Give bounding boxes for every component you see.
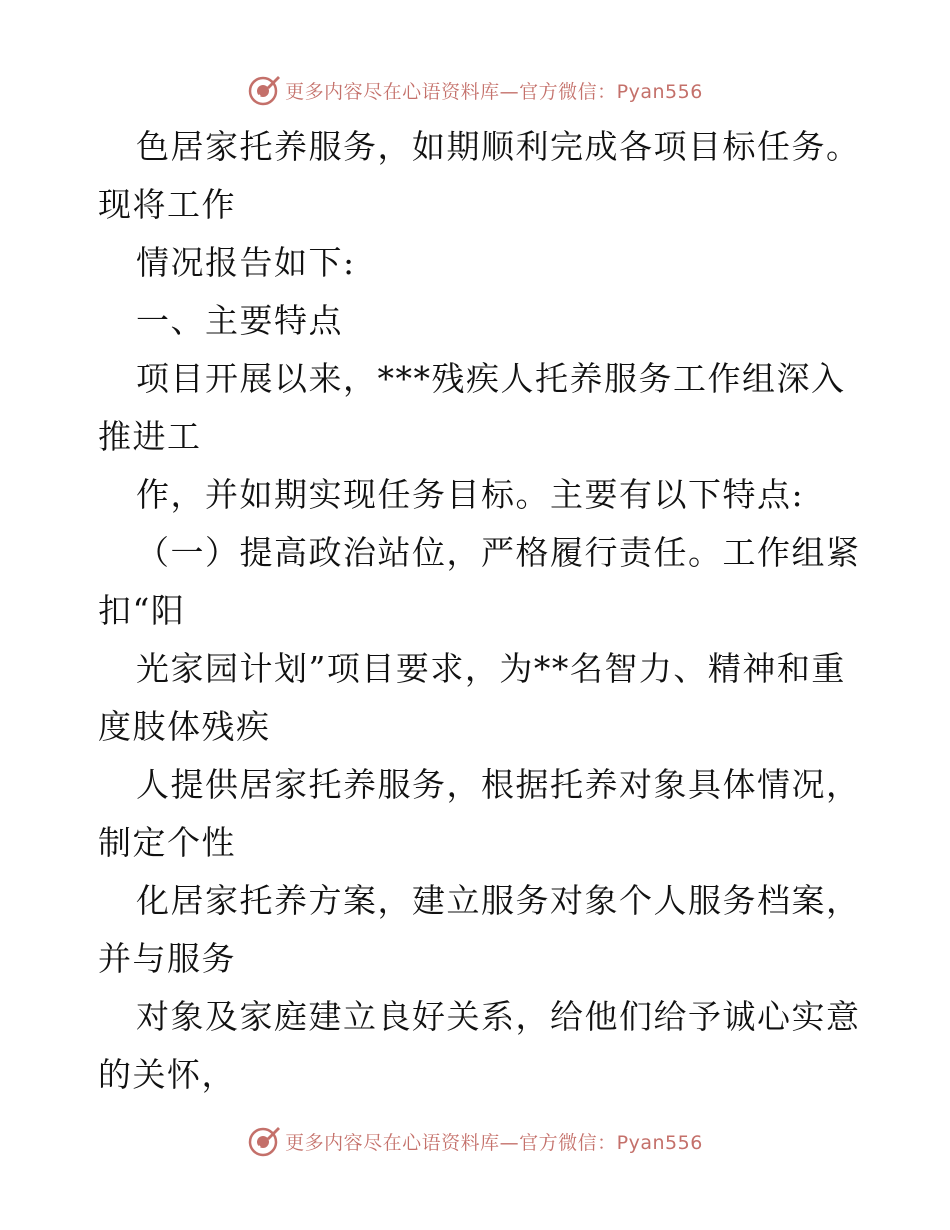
text-line: 度肢体残疾 xyxy=(98,707,271,746)
footer-watermark xyxy=(0,1121,950,1161)
text-line: 的关怀， xyxy=(98,1055,236,1094)
text-line: 作，并如期实现任务目标。主要有以下特点: xyxy=(136,475,805,514)
watermark-text: 更多内容尽在心语资料库—官方微信：Pyan556 xyxy=(285,80,703,103)
text-line: 化居家托养方案，建立服务对象个人服务档案， xyxy=(136,881,861,920)
text-line: 情况报告如下: xyxy=(136,243,356,282)
text-line: 对象及家庭建立良好关系，给他们给予诚心实意 xyxy=(136,997,861,1036)
text-line: 制定个性 xyxy=(98,823,236,862)
text-line: 推进工 xyxy=(98,417,202,456)
text-line: 光家园计划”项目要求，为**名智力、精神和重 xyxy=(136,649,846,688)
text-line: 项目开展以来，***残疾人托养服务工作组深入 xyxy=(136,359,846,398)
text-line: 色居家托养服务，如期顺利完成各项目标任务。 xyxy=(136,127,861,166)
watermark-text: 更多内容尽在心语资料库—官方微信：Pyan556 xyxy=(285,1131,703,1154)
quill-seal-icon xyxy=(247,73,281,107)
subsection-heading: （一）提高政治站位，严格履行责任。工作组紧 xyxy=(136,533,861,572)
text-line: 并与服务 xyxy=(98,939,236,978)
text-line: 扣“阳 xyxy=(98,591,186,630)
text-line: 现将工作 xyxy=(98,185,236,224)
header-watermark xyxy=(0,70,950,110)
document-body xyxy=(98,118,868,1104)
text-line: 人提供居家托养服务，根据托养对象具体情况， xyxy=(136,765,861,804)
section-heading: 一、主要特点 xyxy=(136,301,343,340)
quill-seal-icon xyxy=(247,1124,281,1158)
